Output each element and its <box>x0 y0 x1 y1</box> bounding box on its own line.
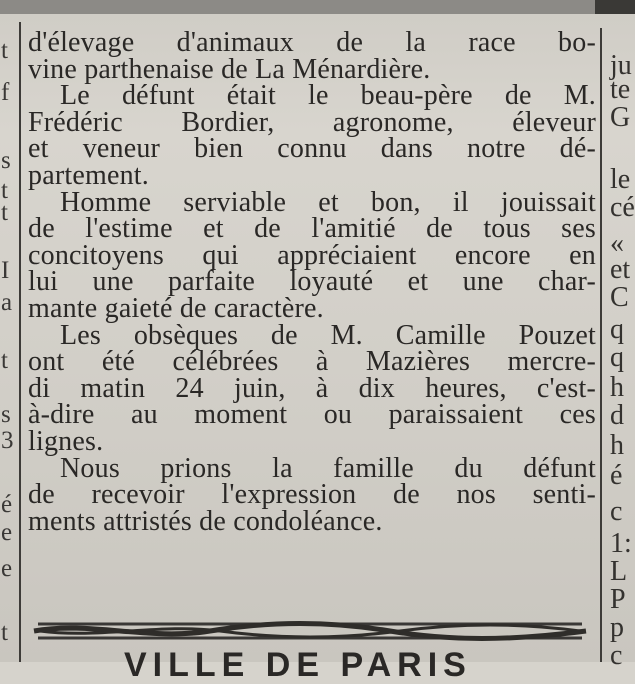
left-margin-fragment: t <box>1 347 8 374</box>
right-margin-fragment: c <box>610 640 623 671</box>
right-column-fragments <box>608 30 635 671</box>
article-line: Frédéric Bordier, agronome, éleveur <box>28 106 596 138</box>
left-margin-fragment: t <box>1 177 8 204</box>
left-margin-fragment: s <box>1 147 11 174</box>
left-margin-fragment: a <box>1 289 13 316</box>
scan-top-edge <box>0 0 635 14</box>
left-column-rule <box>19 22 21 662</box>
left-column-fragments <box>0 30 16 662</box>
left-margin-fragment: f <box>1 79 10 106</box>
article-line: et veneur bien connu dans notre dé- <box>28 133 596 165</box>
article-line: ont été célébrées à Mazières mercre- <box>28 346 596 378</box>
article-line: de recevoir l'expression de nos senti- <box>28 479 596 511</box>
left-margin-fragment: 3 <box>1 427 14 454</box>
left-margin-fragment: t <box>1 619 8 646</box>
article-line: Le défunt était le beau-père de M. <box>60 80 596 112</box>
right-margin-fragment: L <box>610 556 628 587</box>
right-margin-fragment: cé <box>610 192 635 223</box>
scan-top-right-shadow <box>595 0 635 14</box>
right-margin-fragment: ju <box>610 50 632 81</box>
next-headline-fragment <box>124 646 504 684</box>
left-margin-fragment: I <box>1 257 10 284</box>
right-margin-fragment: p <box>610 612 624 643</box>
right-margin-fragment: q <box>610 314 624 345</box>
right-margin-fragment: h <box>610 430 624 461</box>
right-margin-fragment: G <box>610 102 631 133</box>
right-margin-fragment: « <box>610 228 624 259</box>
left-margin-fragment: e <box>1 555 13 582</box>
next-headline: VILLE DE PARIS <box>124 646 472 684</box>
left-margin-fragment: t <box>1 199 8 226</box>
right-margin-fragment: te <box>610 74 631 105</box>
left-margin-fragment: é <box>1 491 13 518</box>
right-margin-fragment: C <box>610 282 629 313</box>
article-line: d'élevage d'animaux de la race bo- <box>28 27 596 58</box>
right-margin-fragment: et <box>610 254 631 285</box>
left-margin-fragment: e <box>1 519 13 546</box>
article-line: Homme serviable et bon, il jouissait <box>60 186 596 218</box>
article-line: partement. <box>28 159 149 191</box>
obituary-article <box>28 27 596 537</box>
article-line: mante gaieté de caractère. <box>28 292 324 324</box>
left-margin-fragment: t <box>1 37 8 64</box>
left-margin-fragment: s <box>1 401 11 428</box>
right-column-rule <box>600 28 602 662</box>
article-line: Nous prions la famille du défunt <box>60 452 596 484</box>
right-margin-fragment: é <box>610 460 623 491</box>
article-line: à-dire au moment ou paraissaient ces <box>28 399 596 431</box>
article-line: lui une parfaite loyauté et une char- <box>28 266 596 298</box>
article-line: vine parthenaise de La Ménardière. <box>28 53 431 85</box>
right-margin-fragment: d <box>610 400 624 431</box>
right-margin-fragment: q <box>610 342 624 373</box>
article-line: concitoyens qui appréciaient encore en <box>28 239 596 271</box>
ornamental-divider <box>30 616 590 646</box>
article-line: di matin 24 juin, à dix heures, c'est- <box>28 372 596 404</box>
article-line: lignes. <box>28 425 104 457</box>
article-line: de l'estime et de l'amitié de tous ses <box>28 213 596 245</box>
right-margin-fragment: h <box>610 372 624 403</box>
right-margin-fragment: 1: <box>610 528 632 559</box>
right-margin-fragment: P <box>610 584 626 615</box>
article-line: Les obsèques de M. Camille Pouzet <box>60 319 596 351</box>
right-margin-fragment: c <box>610 496 623 527</box>
article-line: ments attristés de condoléance. <box>28 505 383 537</box>
right-margin-fragment: le <box>610 164 631 195</box>
